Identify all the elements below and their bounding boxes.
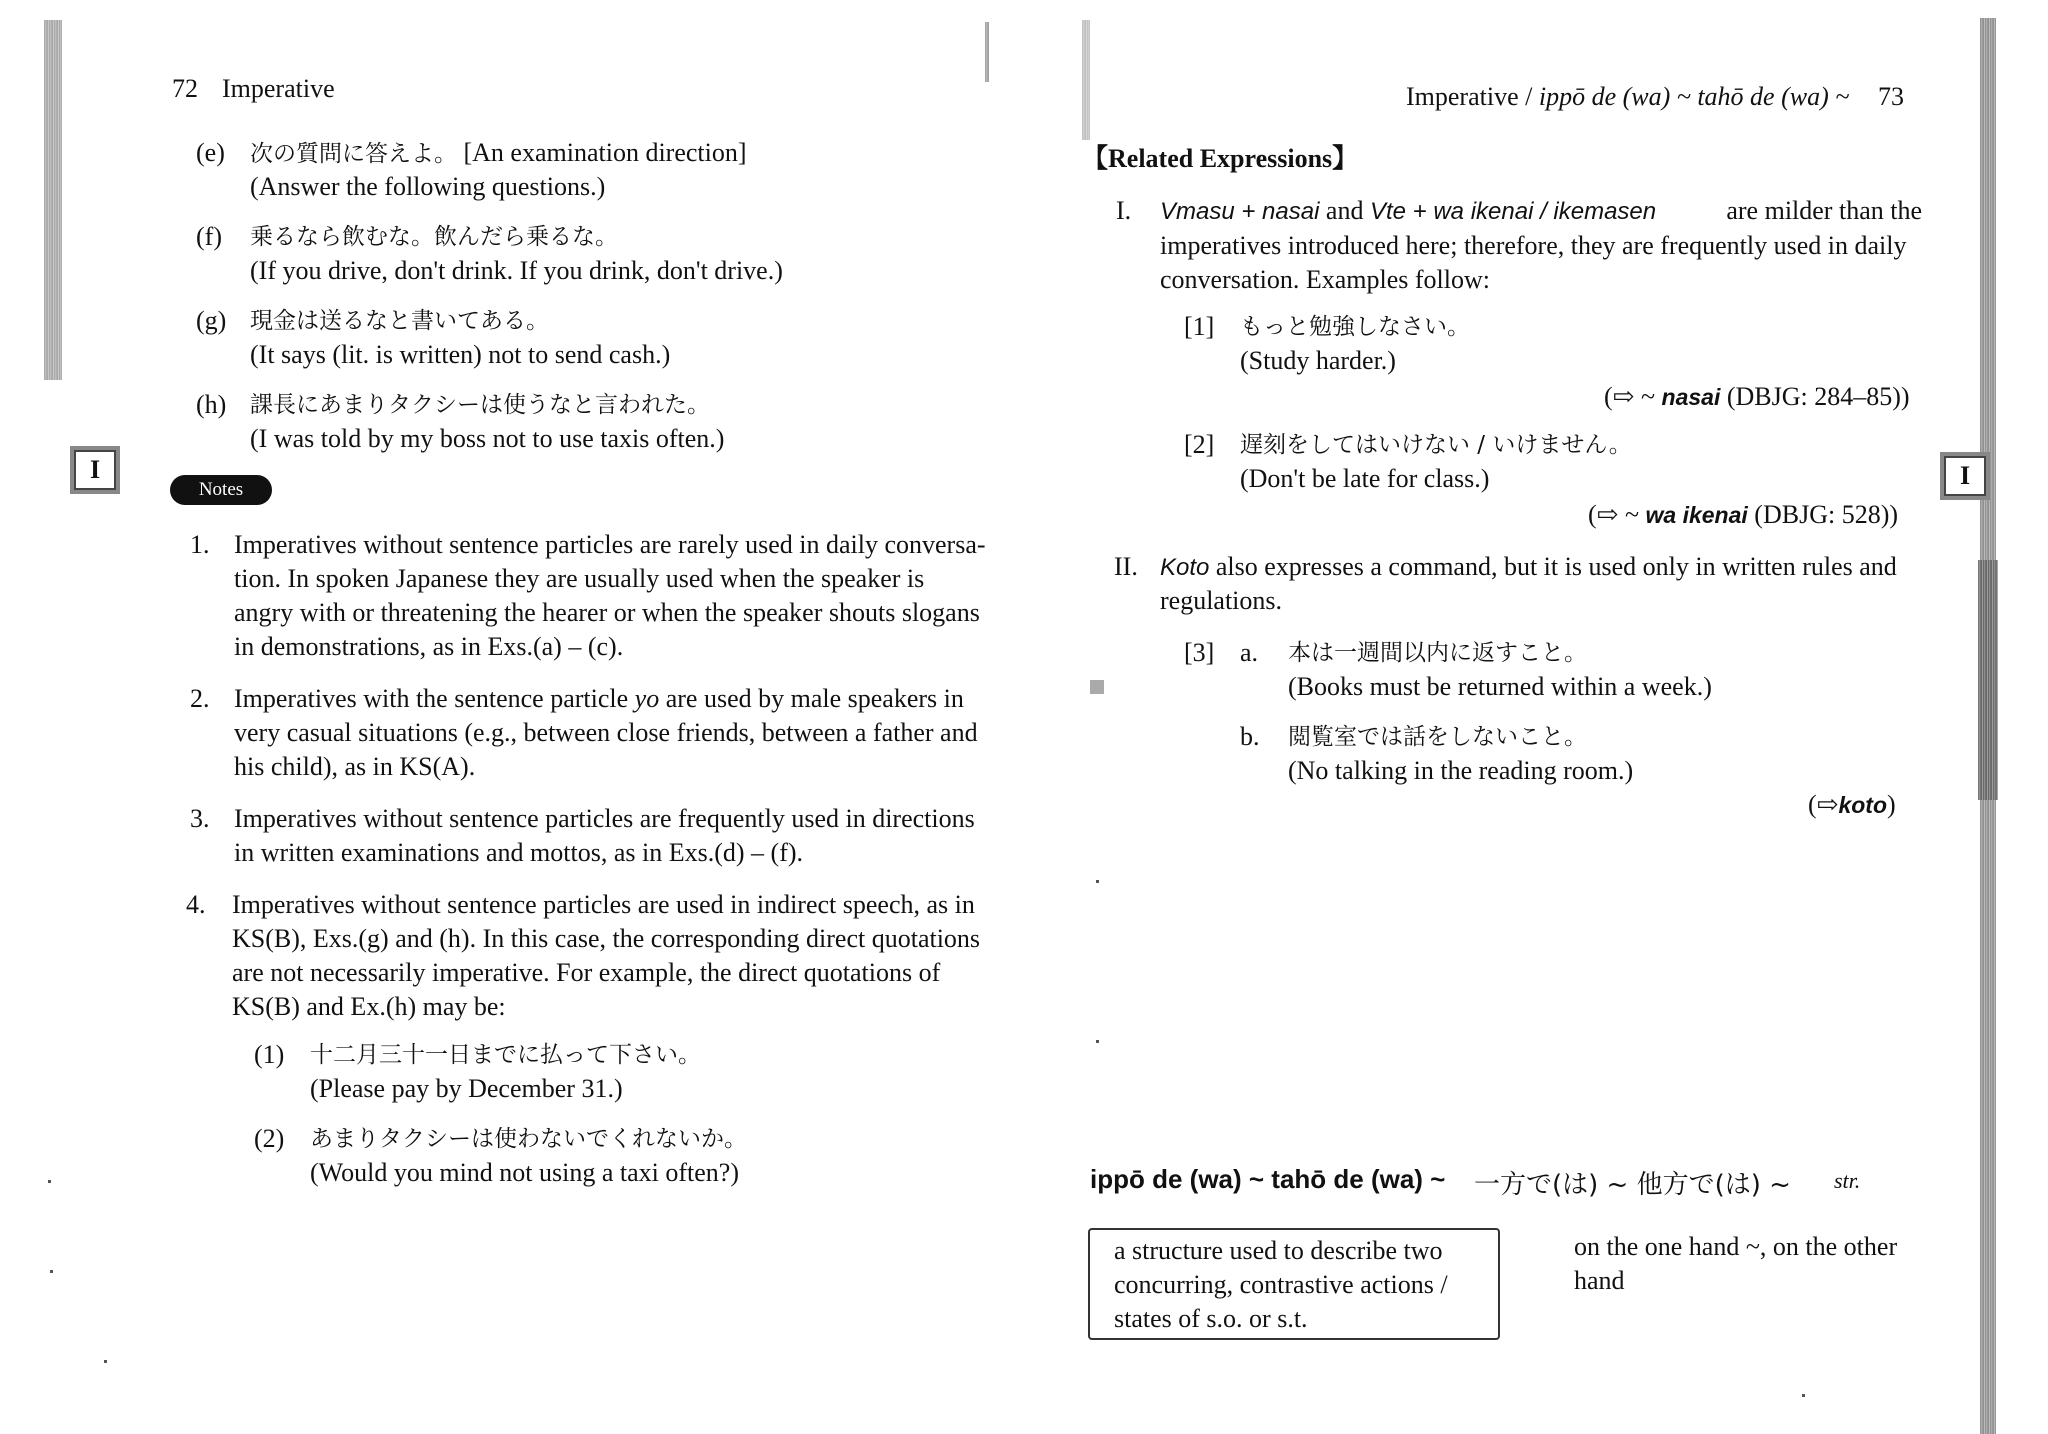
example-label: [3] bbox=[1184, 638, 1215, 667]
note-line: in written examinations and mottos, as in Exs.(d) – (f). bbox=[234, 838, 804, 867]
right-page bbox=[1020, 0, 2048, 1434]
example-translation: (Study harder.) bbox=[1240, 346, 1396, 375]
particle-yo: yo bbox=[634, 684, 660, 713]
note-number: 3. bbox=[190, 804, 210, 833]
scan-speck bbox=[1802, 1394, 1805, 1397]
section-tab: I bbox=[74, 450, 116, 490]
note-number: 1. bbox=[190, 530, 210, 559]
example-jp: 本は一週間以内に返すこと。 bbox=[1288, 640, 1587, 666]
note-line: very casual situations (e.g., between close friends, between a father and bbox=[234, 718, 978, 747]
scan-speck bbox=[104, 1360, 107, 1363]
example-sublabel: b. bbox=[1240, 722, 1260, 751]
cross-reference: (⇨ ~ wa ikenai (DBJG: 528)) bbox=[1588, 500, 1899, 529]
scan-gutter-mark bbox=[1082, 20, 1090, 140]
notes-badge: Notes bbox=[170, 475, 272, 505]
note-line: angry with or threatening the hearer or when the speaker shouts slogans bbox=[234, 598, 980, 627]
item-text: Vmasu + nasai and Vte + wa ikenai / ikemasen are milder than the imperatives introduced here; therefore, they are frequently used in daily conversation. Examples follow: bbox=[1160, 196, 1922, 294]
example-label: (h) bbox=[196, 390, 227, 419]
note-line: his child), as in KS(A). bbox=[234, 752, 476, 781]
quote-translation: (Would you mind not using a taxi often?) bbox=[310, 1158, 739, 1187]
page-number: 73 bbox=[1878, 82, 1904, 111]
item-number: I. bbox=[1116, 196, 1132, 225]
running-head: Imperative bbox=[222, 74, 335, 103]
note-number: 2. bbox=[190, 684, 210, 713]
example-translation: (No talking in the reading room.) bbox=[1288, 756, 1634, 785]
running-head: Imperative / ippō de (wa) ~ tahō de (wa) ~ bbox=[1406, 82, 1850, 111]
note-line: KS(B), Exs.(g) and (h). In this case, the corresponding direct quotations bbox=[232, 924, 981, 953]
example-translation: (I was told by my boss not to use taxis often.) bbox=[250, 424, 725, 453]
gloss-line: on the one hand ~, on the other bbox=[1574, 1232, 1898, 1261]
scan-edge-dark bbox=[1978, 560, 1998, 800]
note-line: Imperatives with the sentence particle yo are used by male speakers in bbox=[234, 684, 964, 713]
cross-reference: (⇨koto) bbox=[1808, 790, 1896, 819]
section-title: 【Related Expressions】 bbox=[1082, 144, 1359, 173]
note-line: are not necessarily imperative. For example, the direct quotations of bbox=[232, 958, 941, 987]
cross-reference: (⇨ ~ nasai (DBJG: 284–85)) bbox=[1604, 382, 1910, 411]
item-text: regulations. bbox=[1160, 586, 1283, 615]
left-page bbox=[0, 0, 1020, 1434]
scan-speck bbox=[1096, 1040, 1099, 1043]
note-line: Imperatives without sentence particles are rarely used in daily conversa- bbox=[234, 530, 986, 559]
example-e-line bbox=[250, 136, 747, 171]
note-line: KS(B) and Ex.(h) may be: bbox=[232, 992, 506, 1021]
example-jp: 次の質問に答えよ。 bbox=[250, 141, 457, 167]
item-text: Koto also expresses a command, but it is used only in written rules and bbox=[1160, 552, 1897, 581]
example-translation: (If you drive, don't drink. If you drink, don't drive.) bbox=[250, 256, 783, 285]
example-label: (f) bbox=[196, 222, 222, 251]
example-label: (e) bbox=[196, 138, 225, 167]
example-sublabel: a. bbox=[1240, 638, 1259, 667]
scan-gutter-mark bbox=[985, 22, 989, 82]
example-jp: 現金は送るなと書いてある。 bbox=[250, 308, 549, 334]
example-label: (g) bbox=[196, 306, 227, 335]
note-line: in demonstrations, as in Exs.(a) – (c). bbox=[234, 632, 624, 661]
entry-tag: str. bbox=[1834, 1168, 1861, 1193]
note-number: 4. bbox=[186, 890, 206, 919]
note-line: Imperatives without sentence particles are used in indirect speech, as in bbox=[232, 890, 975, 919]
entry-heading-jp: 一方で(は) ~ 他方で(は) ~ bbox=[1474, 1170, 1791, 1200]
page-number: 72 bbox=[172, 74, 198, 103]
quote-jp: あまりタクシーは使わないでくれないか。 bbox=[310, 1126, 747, 1152]
example-jp: 閲覧室では話をしないこと。 bbox=[1288, 724, 1587, 750]
entry-heading: ippō de (wa) ~ tahō de (wa) ~ bbox=[1090, 1164, 1446, 1194]
item-number: II. bbox=[1114, 552, 1138, 581]
example-jp: もっと勉強しなさい。 bbox=[1240, 314, 1470, 340]
definition-line: a structure used to describe two bbox=[1114, 1236, 1443, 1265]
scan-speck bbox=[50, 1270, 53, 1273]
example-translation: (Don't be late for class.) bbox=[1240, 464, 1490, 493]
gloss-line: hand bbox=[1574, 1266, 1625, 1295]
scan-edge-left bbox=[44, 20, 62, 380]
example-label: [1] bbox=[1184, 312, 1215, 341]
example-translation: (Answer the following questions.) bbox=[250, 172, 606, 201]
note-line: Imperatives without sentence particles are frequently used in directions bbox=[234, 804, 975, 833]
example-translation: (It says (lit. is written) not to send cash.) bbox=[250, 340, 671, 369]
scan-speck bbox=[1096, 880, 1099, 883]
example-jp: 乗るなら飲むな。飲んだら乗るな。 bbox=[250, 224, 618, 250]
definition-line: states of s.o. or s.t. bbox=[1114, 1304, 1308, 1333]
quote-label: (2) bbox=[254, 1124, 285, 1153]
definition-line: concurring, contrastive actions / bbox=[1114, 1270, 1448, 1299]
section-tab: I bbox=[1944, 456, 1986, 496]
example-translation: (Books must be returned within a week.) bbox=[1288, 672, 1712, 701]
example-label: [2] bbox=[1184, 430, 1215, 459]
example-note: [An examination direction] bbox=[463, 138, 747, 167]
note-line: tion. In spoken Japanese they are usually used when the speaker is bbox=[234, 564, 925, 593]
quote-translation: (Please pay by December 31.) bbox=[310, 1074, 623, 1103]
example-jp: 課長にあまりタクシーは使うなと言われた。 bbox=[250, 392, 710, 418]
quote-jp: 十二月三十一日までに払って下さい。 bbox=[310, 1042, 701, 1068]
example-jp: 遅刻をしてはいけない / いけません。 bbox=[1240, 432, 1632, 458]
scan-speck bbox=[1090, 680, 1104, 694]
definition-box bbox=[1088, 1228, 1500, 1340]
quote-label: (1) bbox=[254, 1040, 285, 1069]
scan-speck bbox=[48, 1180, 51, 1183]
